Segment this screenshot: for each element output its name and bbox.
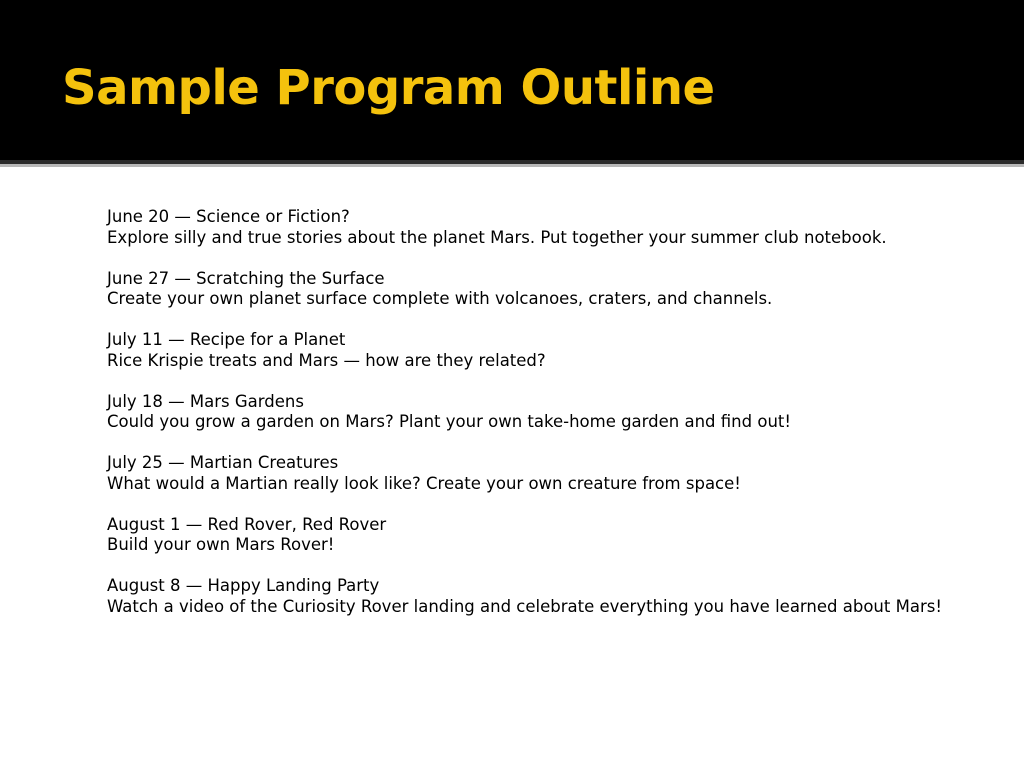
session-description: Watch a video of the Curiosity Rover landing and celebrate everything you have learned about Mars! [107,596,942,616]
session-heading: July 11 — Recipe for a Planet [107,330,346,349]
session-item [107,269,952,310]
session-item [107,392,952,433]
session-description: Create your own planet surface complete with volcanoes, craters, and channels. [107,289,773,308]
session-description: Rice Krispie treats and Mars — how are they related? [107,350,546,370]
title-bar [0,0,1024,160]
session-heading: August 1 — Red Rover, Red Rover [107,514,387,534]
session-heading: August 8 — Happy Landing Party [107,576,380,595]
title-divider-shadow [0,164,1024,167]
session-description: What would a Martian really look like? Create your own creature from space! [107,473,741,493]
session-item [107,330,952,371]
session-description: Explore silly and true stories about the planet Mars. Put together your summer club notebook. [107,227,887,247]
session-item [107,576,952,617]
session-item [107,207,952,248]
session-heading: June 27 — Scratching the Surface [107,268,385,288]
session-description: Could you grow a garden on Mars? Plant your own take-home garden and find out! [107,412,791,431]
session-item [107,453,952,494]
program-outline [107,207,952,638]
session-heading: July 18 — Mars Gardens [107,391,304,411]
session-heading: July 25 — Martian Creatures [107,453,339,472]
session-heading: June 20 — Science or Fiction? [107,207,350,226]
slide-title: Sample Program Outline [62,60,715,116]
session-description: Build your own Mars Rover! [107,535,335,554]
session-item [107,515,952,556]
